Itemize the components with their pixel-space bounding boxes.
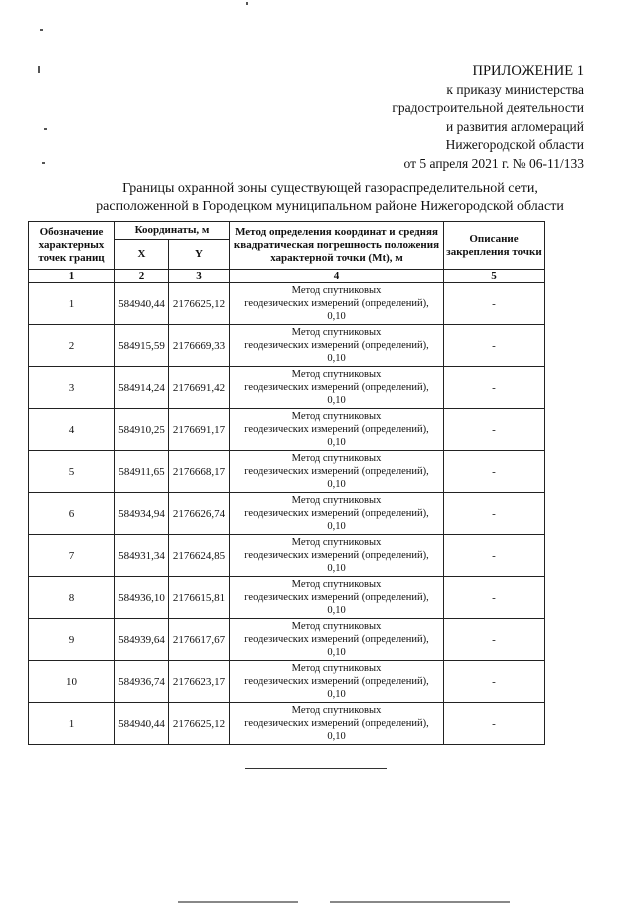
column-number: 3 [169,270,230,283]
coord-x: 584936,74 [115,661,169,703]
coord-y: 2176624,85 [169,535,230,577]
coord-x: 584910,25 [115,409,169,451]
method-accuracy: 0,10 [327,563,346,574]
coord-x: 584915,59 [115,325,169,367]
point-number: 8 [29,577,115,619]
coord-y: 2176691,17 [169,409,230,451]
method-accuracy: 0,10 [327,395,346,406]
point-number: 4 [29,409,115,451]
point-description: - [444,619,545,661]
point-description: - [444,535,545,577]
method-line: Метод спутниковых [291,705,382,716]
method-line: Метод спутниковых [291,411,382,422]
coord-y: 2176615,81 [169,577,230,619]
method-cell [230,451,444,493]
table-row [29,703,545,745]
scan-mark [42,162,45,164]
scan-edge-mark [178,901,298,903]
method-line: Метод спутниковых [291,579,382,590]
method-line: геодезических измерений (определений), [244,340,429,351]
appendix-order-date: от 5 апреля 2021 г. № 06-11/133 [403,155,584,171]
point-number: 10 [29,661,115,703]
method-line: геодезических измерений (определений), [244,550,429,561]
method-line: Метод спутниковых [291,327,382,338]
coord-x: 584940,44 [115,283,169,325]
appendix-header [392,62,584,173]
appendix-line: Нижегородской области [445,137,584,152]
point-description: - [444,451,545,493]
point-number: 7 [29,535,115,577]
method-cell [230,493,444,535]
method-line: геодезических измерений (определений), [244,592,429,603]
table-row [29,409,545,451]
document-title [40,180,620,216]
method-line: Метод спутниковых [291,621,382,632]
scan-mark [40,29,43,31]
title-line: Границы охранной зоны существующей газораспределительной сети, [122,181,538,196]
column-number: 4 [230,270,444,283]
point-description: - [444,703,545,745]
method-line: Метод спутниковых [291,285,382,296]
scan-mark [44,128,47,130]
point-description: - [444,661,545,703]
appendix-line: градостроительной деятельности [392,100,584,115]
point-description: - [444,493,545,535]
scan-mark [38,66,40,73]
scan-edge-mark [330,901,510,903]
point-number: 1 [29,703,115,745]
table-row [29,325,545,367]
coord-x: 584936,10 [115,577,169,619]
method-accuracy: 0,10 [327,521,346,532]
method-line: геодезических измерений (определений), [244,466,429,477]
point-number: 3 [29,367,115,409]
method-line: геодезических измерений (определений), [244,298,429,309]
point-description: - [444,325,545,367]
coord-y: 2176691,42 [169,367,230,409]
table-row [29,535,545,577]
table-row [29,451,545,493]
title-line: расположенной в Городецком муниципальном районе Нижегородской области [96,199,564,214]
point-description: - [444,577,545,619]
method-accuracy: 0,10 [327,437,346,448]
method-cell [230,703,444,745]
coord-y: 2176625,12 [169,703,230,745]
coord-y: 2176625,12 [169,283,230,325]
point-number: 1 [29,283,115,325]
column-numbers-row [29,270,545,283]
header-y: Y [169,240,230,270]
point-number: 2 [29,325,115,367]
point-number: 6 [29,493,115,535]
coord-y: 2176669,33 [169,325,230,367]
point-description: - [444,367,545,409]
point-number: 5 [29,451,115,493]
method-line: геодезических измерений (определений), [244,508,429,519]
coord-x: 584940,44 [115,703,169,745]
method-accuracy: 0,10 [327,647,346,658]
header-description: Описание закрепления точки [444,222,545,270]
coord-y: 2176623,17 [169,661,230,703]
closing-line [245,768,387,769]
method-line: геодезических измерений (определений), [244,676,429,687]
method-cell [230,577,444,619]
coord-y: 2176668,17 [169,451,230,493]
method-cell [230,619,444,661]
coord-x: 584939,64 [115,619,169,661]
table-row [29,283,545,325]
method-line: Метод спутниковых [291,453,382,464]
coord-y: 2176626,74 [169,493,230,535]
coord-x: 584911,65 [115,451,169,493]
method-line: геодезических измерений (определений), [244,634,429,645]
coord-x: 584931,34 [115,535,169,577]
method-line: геодезических измерений (определений), [244,382,429,393]
method-accuracy: 0,10 [327,731,346,742]
method-line: Метод спутниковых [291,495,382,506]
table-row [29,367,545,409]
method-accuracy: 0,10 [327,353,346,364]
method-line: Метод спутниковых [291,537,382,548]
method-cell [230,325,444,367]
table-row [29,661,545,703]
method-accuracy: 0,10 [327,479,346,490]
coord-x: 584914,24 [115,367,169,409]
method-line: геодезических измерений (определений), [244,718,429,729]
column-number: 2 [115,270,169,283]
coord-y: 2176617,67 [169,619,230,661]
method-cell [230,283,444,325]
table-row [29,493,545,535]
header-designation: Обозначение характерных точек границ [29,222,115,270]
method-accuracy: 0,10 [327,311,346,322]
header-coordinates: Координаты, м [115,222,230,240]
table-row [29,577,545,619]
method-cell [230,535,444,577]
header-x: X [115,240,169,270]
coordinates-table [28,221,545,745]
table-row [29,619,545,661]
method-cell [230,367,444,409]
method-cell [230,409,444,451]
method-line: Метод спутниковых [291,663,382,674]
method-line: геодезических измерений (определений), [244,424,429,435]
method-cell [230,661,444,703]
coord-x: 584934,94 [115,493,169,535]
column-number: 1 [29,270,115,283]
method-line: Метод спутниковых [291,369,382,380]
point-number: 9 [29,619,115,661]
appendix-line: и развития агломераций [445,118,584,134]
column-number: 5 [444,270,545,283]
point-description: - [444,283,545,325]
scan-mark [246,2,248,5]
method-accuracy: 0,10 [327,605,346,616]
header-method: Метод определения координат и средняя квадратическая погрешность положения характерной точки (Mt), м [230,222,444,270]
point-description: - [444,409,545,451]
appendix-title: ПРИЛОЖЕНИЕ 1 [472,63,584,79]
method-accuracy: 0,10 [327,689,346,700]
appendix-line: к приказу министерства [446,81,584,97]
